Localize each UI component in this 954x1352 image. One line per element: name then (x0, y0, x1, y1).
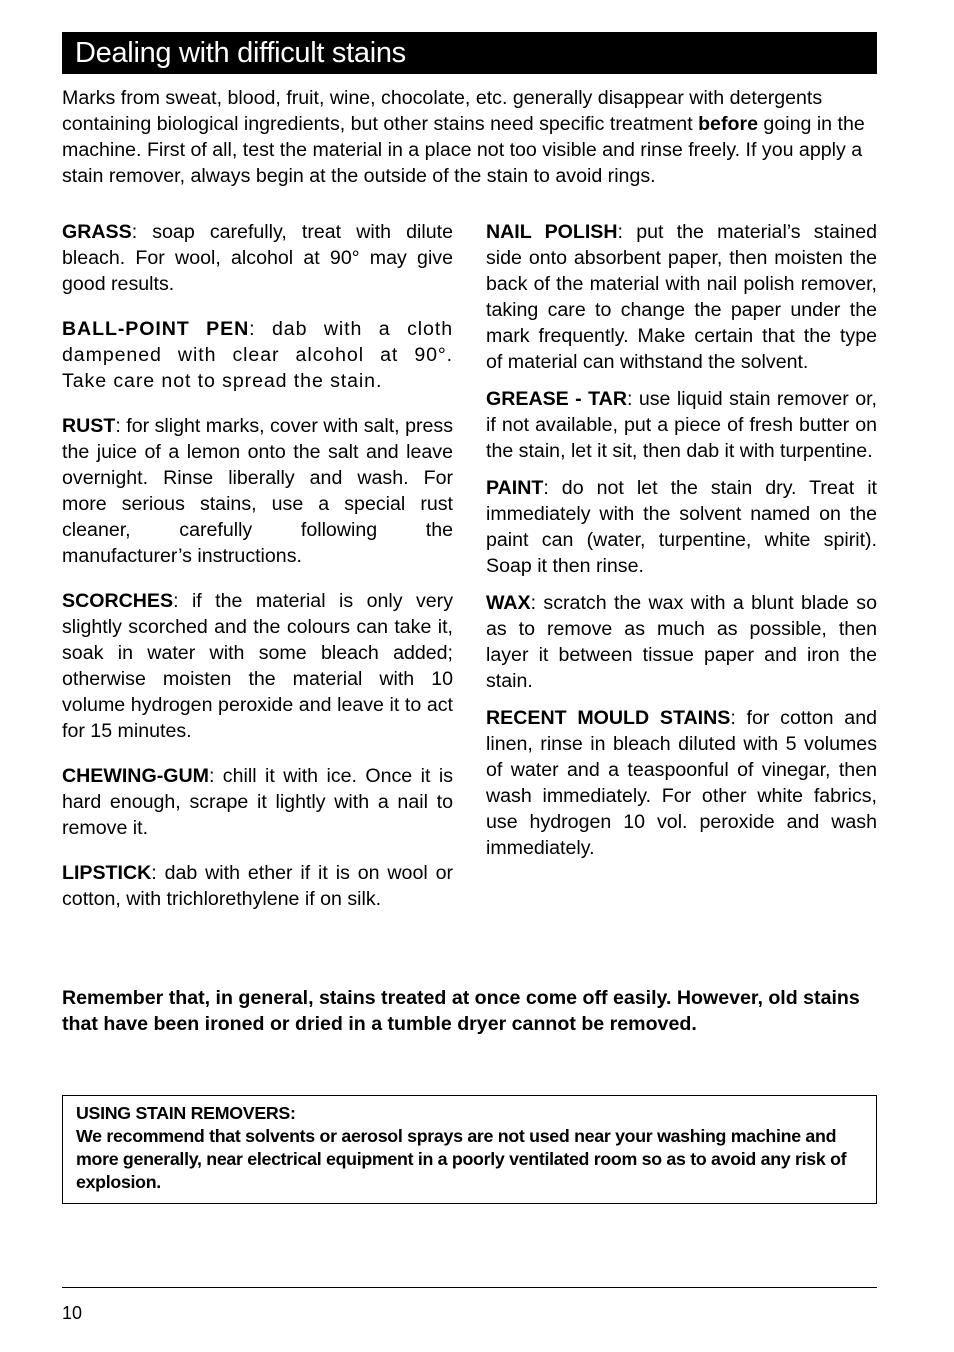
stain-treatment: : dab with a cloth dampened with clear alcohol at 90°. Take care not to spread the stain. (62, 318, 453, 392)
stain-treatment: : use liquid stain remover or, if not available, put a piece of fresh butter on the stain, let it sit, then dab it with turpentine. (486, 388, 877, 462)
stain-treatment: : scratch the wax with a blunt blade so as to remove as much as possible, then layer it between tissue paper and iron the stain. (486, 592, 877, 692)
intro-paragraph (62, 85, 877, 189)
right-column (486, 219, 877, 872)
stain-entry-grass (62, 219, 453, 297)
stain-term: WAX (486, 592, 531, 614)
stain-entry-paint (486, 475, 877, 579)
stain-term: LIPSTICK (62, 862, 152, 884)
stain-treatment: : chill it with ice. Once it is hard enough, scrape it lightly with a nail to remove it. (62, 765, 453, 839)
stain-entry-nail-polish (486, 219, 877, 375)
left-column (62, 219, 453, 931)
stain-term: PAINT (486, 477, 544, 499)
reminder-note: Remember that, in general, stains treated at once come off easily. However, old stains that have been ironed or dried in a tumble dryer cannot be removed. (62, 987, 860, 1035)
intro-text-end: going in the machine. First of all, test the material in a place not too visible and rinse freely. If you apply a stain remover, always begin at the outside of the stain to avoid rings. (62, 113, 865, 187)
stain-term: SCORCHES (62, 590, 174, 612)
stain-term: GREASE - TAR (486, 388, 627, 410)
stain-treatment: : for slight marks, cover with salt, press the juice of a lemon onto the salt and leave overnight. Rinse liberally and wash. For more serious stains, use a special rust cleaner, carefully following the manufacturer’s instructions. (62, 415, 453, 567)
stain-treatment: : soap carefully, treat with dilute bleach. For wool, alcohol at 90° may give good results. (62, 221, 453, 295)
footer-divider (62, 1287, 877, 1288)
warning-box (62, 1095, 877, 1204)
stain-treatment: : put the material’s stained side onto absorbent paper, then moisten the back of the material with nail polish remover, taking care to change the paper under the mark frequently. Make certain that the type of material can withstand the solvent. (486, 221, 877, 373)
page-number: 10 (62, 1303, 83, 1323)
intro-bold-word: before (698, 113, 758, 135)
stain-term: GRASS (62, 221, 132, 243)
stain-treatment: : for cotton and linen, rinse in bleach diluted with 5 volumes of water and a teaspoonful of vinegar, then wash immediately. For other white fabrics, use hydrogen 10 vol. peroxide and wash immediately. (486, 707, 878, 859)
stain-entry-rust (62, 413, 453, 569)
stain-term: CHEWING-GUM (62, 765, 209, 787)
stain-treatment: : dab with ether if it is on wool or cotton, with trichlorethylene if on silk. (62, 862, 453, 910)
stain-term: RUST (62, 415, 116, 437)
page-title: Dealing with difficult stains (62, 32, 877, 74)
intro-text-start: Marks from sweat, blood, fruit, wine, chocolate, etc. generally disappear with detergents containing biological ingredients, but other stains need specific treatment (62, 87, 823, 135)
stain-entry-ball-point-pen (62, 316, 453, 394)
stain-entry-wax (486, 590, 877, 694)
stain-term: NAIL POLISH (486, 221, 618, 243)
stain-treatment: : do not let the stain dry. Treat it immediately with the solvent named on the paint can (water, turpentine, white spirit). Soap it then rinse. (486, 477, 877, 577)
stain-entry-chewing-gum (62, 763, 453, 841)
stain-treatment: : if the material is only very slightly scorched and the colours can take it, soak in water with some bleach added; otherwise moisten the material with 10 volume hydrogen peroxide and leave it to act for 15 minutes. (62, 590, 453, 742)
stain-entry-scorches (62, 588, 453, 744)
warning-text: We recommend that solvents or aerosol sprays are not used near your washing machine and more generally, near electrical equipment in a poorly ventilated room so as to avoid any risk of explosion. (76, 1126, 847, 1192)
stain-entry-recent-mould (486, 705, 877, 861)
warning-heading: USING STAIN REMOVERS: (76, 1103, 296, 1123)
stain-entry-grease-tar (486, 386, 877, 464)
stain-entry-lipstick (62, 860, 453, 912)
stain-term: RECENT MOULD STAINS (486, 707, 731, 729)
stain-term: BALL-POINT PEN (62, 318, 250, 340)
